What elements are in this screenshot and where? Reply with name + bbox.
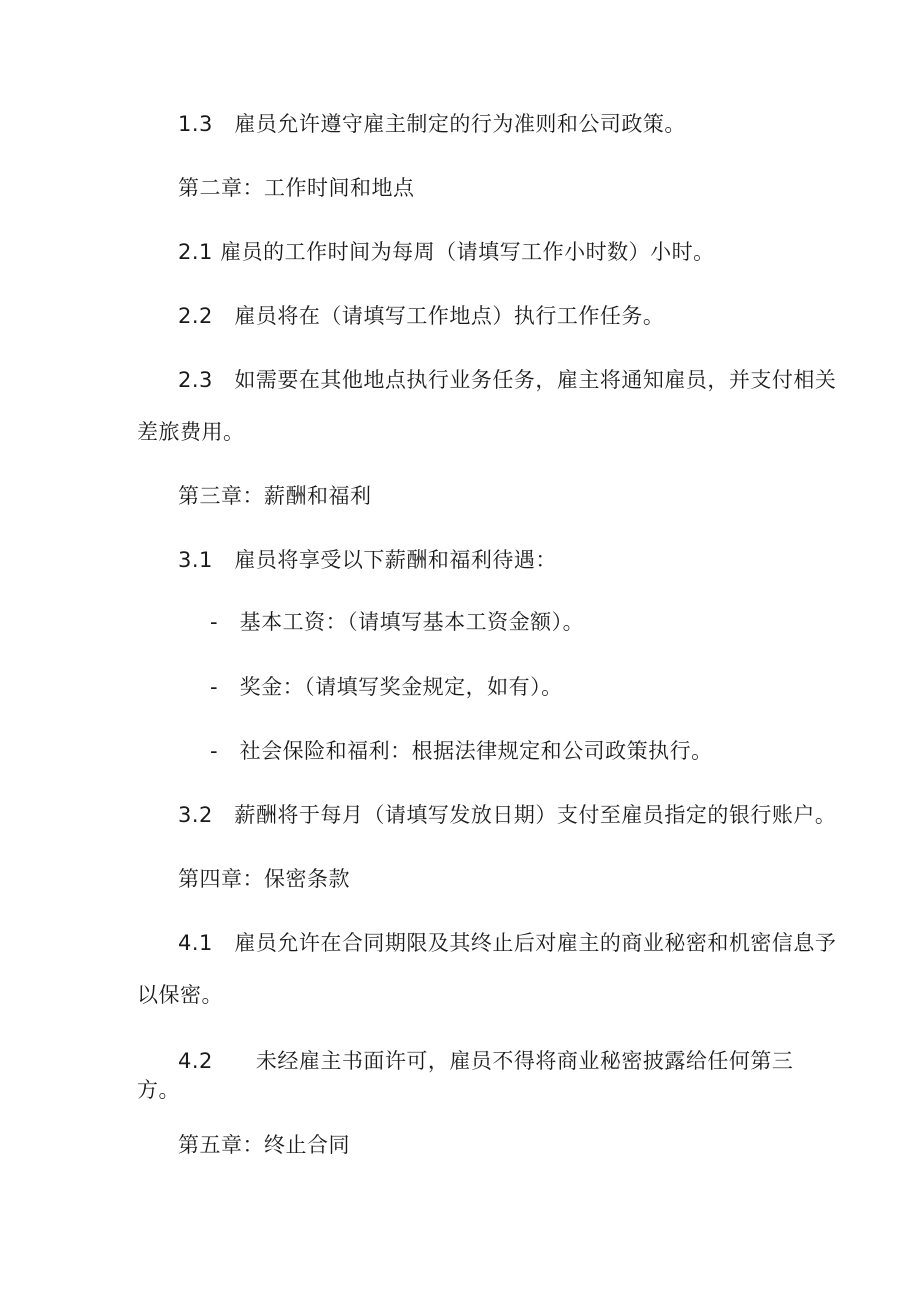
clause-2-3-cont: 差旅费用。 (137, 420, 245, 444)
clause-2-2: 2.2 雇员将在（请填写工作地点）执行工作任务。 (178, 304, 665, 328)
clause-1-3: 1.3 雇员允许遵守雇主制定的行为准则和公司政策。 (178, 112, 686, 136)
clause-4-1: 4.1 雇员允许在合同期限及其终止后对雇主的商业秘密和机密信息予 (178, 931, 837, 955)
clause-4-1-cont: 以保密。 (137, 983, 223, 1007)
list-item-insurance: - 社会保险和福利：根据法律规定和公司政策执行。 (210, 739, 713, 763)
clause-2-3: 2.3 如需要在其他地点执行业务任务，雇主将通知雇员，并支付相关 (178, 368, 837, 392)
clause-3-1: 3.1 雇员将享受以下薪酬和福利待遇： (178, 548, 557, 572)
clause-4-2-cont: 方。 (137, 1078, 180, 1102)
clause-2-1: 2.1 雇员的工作时间为每周（请填写工作小时数）小时。 (178, 240, 715, 264)
chapter-4-heading: 第四章：保密条款 (178, 867, 350, 891)
chapter-3-heading: 第三章：薪酬和福利 (178, 484, 372, 508)
chapter-5-heading: 第五章：终止合同 (178, 1133, 350, 1157)
list-item-bonus: - 奖金：（请填写奖金规定，如有）。 (210, 675, 563, 699)
clause-4-2: 4.2 未经雇主书面许可，雇员不得将商业秘密披露给任何第三 (178, 1049, 794, 1073)
clause-3-2: 3.2 薪酬将于每月（请填写发放日期）支付至雇员指定的银行账户。 (178, 803, 837, 827)
list-item-base-salary: - 基本工资：（请填写基本工资金额）。 (210, 610, 585, 634)
chapter-2-heading: 第二章：工作时间和地点 (178, 176, 415, 200)
